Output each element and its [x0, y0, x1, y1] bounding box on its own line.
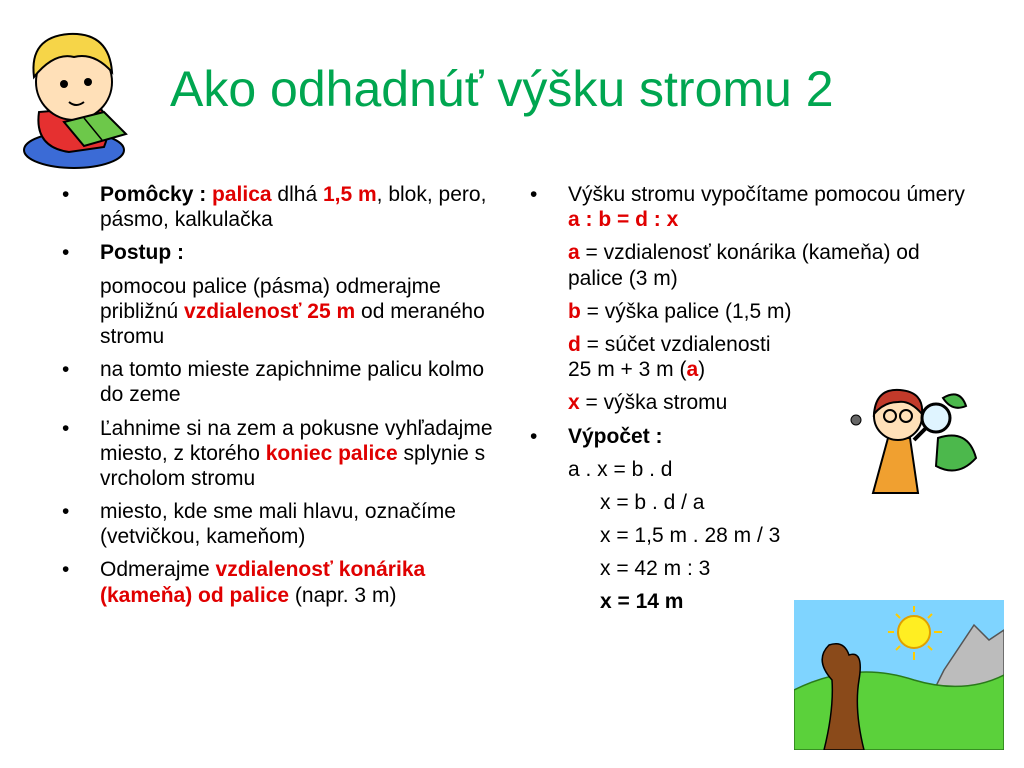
calc-line-2: x = b . d / a — [600, 490, 705, 514]
slide-title: Ako odhadnúť výšku stromu 2 — [170, 61, 834, 117]
calc-line-3: x = 1,5 m . 28 m / 3 — [600, 524, 781, 548]
list-item — [62, 240, 502, 265]
list-item — [62, 357, 502, 407]
step-2-highlight: koniec palice — [265, 441, 398, 465]
ratio-formula: a : b = d : x — [568, 208, 679, 232]
pomocky-dlha: dlhá — [271, 183, 323, 206]
intro-text: Výšku stromu vypočítame pomocou úmery — [568, 183, 965, 206]
vypocet-label: Výpočet : — [568, 424, 663, 448]
bullet: • — [62, 500, 70, 524]
intro — [568, 182, 970, 232]
postup-label: Postup : — [100, 241, 184, 265]
postup-distance: vzdialenosť 25 m — [184, 299, 356, 323]
postup-text — [62, 274, 502, 350]
var-a: a — [568, 241, 580, 265]
step-2 — [100, 416, 502, 492]
list-item — [530, 182, 970, 232]
def-d-text-1: = súčet vzdialenosti — [580, 332, 771, 356]
def-d-close: ) — [698, 358, 706, 382]
bullet: • — [62, 358, 70, 382]
pomocky-palica: palica — [212, 183, 272, 206]
list-item — [62, 499, 502, 549]
bullet: • — [62, 241, 70, 265]
bullet: • — [62, 416, 70, 440]
step-4-a: Odmerajme — [100, 558, 216, 582]
list-item — [62, 557, 502, 607]
def-d — [530, 332, 970, 382]
step-4-b: (napr. 3 m) — [289, 583, 397, 607]
def-b-text: = výška palice (1,5 m) — [580, 299, 792, 323]
calc-line-4: x = 42 m : 3 — [600, 557, 711, 581]
var-d: d — [568, 332, 581, 356]
pomocky-label: Pomôcky : — [100, 183, 213, 206]
step-3: miesto, kde sme mali hlavu, označíme (vetvičkou, kameňom) — [100, 500, 456, 549]
list-item — [62, 182, 502, 232]
pomocky-rest: , blok, pero, pásmo, kalkulačka — [100, 183, 487, 232]
calc-result: x = 14 m — [600, 590, 684, 614]
step-2-b: splynie s vrcholom stromu — [100, 441, 486, 490]
var-x: x — [568, 391, 580, 415]
bullet: • — [530, 183, 538, 206]
postup-text-main: pomocou palice (pásma) odmerajme približnú — [100, 274, 441, 323]
bullet: • — [62, 183, 70, 206]
def-d-text-2: 25 m + 3 m ( — [568, 358, 687, 382]
var-b: b — [568, 299, 581, 323]
item-pomocky — [100, 182, 502, 232]
list-item — [62, 416, 502, 492]
def-b — [530, 299, 970, 324]
pomocky-length: 1,5 m — [322, 183, 377, 206]
postup-tail: od meraného stromu — [100, 299, 485, 348]
def-a-text: = vzdialenosť konárika (kameňa) od palice (3 m) — [568, 241, 920, 290]
explorer-girl-clipart — [848, 378, 978, 498]
left-column — [62, 182, 502, 616]
bullet: • — [62, 558, 70, 582]
def-a — [530, 240, 970, 290]
landscape-clipart — [794, 600, 1004, 750]
step-2-a: Ľahnime si na zem a pokusne vyhľadajme miesto, z ktorého — [100, 416, 493, 465]
def-x-text: = výška stromu — [579, 391, 728, 415]
reading-boy-clipart — [14, 22, 134, 172]
def-d-a: a — [686, 358, 699, 382]
calc-line-1: a . x = b . d — [568, 457, 673, 481]
step-4 — [100, 557, 502, 607]
bullet: • — [530, 424, 538, 448]
step-4-highlight: vzdialenosť konárika (kameňa) od palice — [100, 558, 426, 607]
step-1: na tomto mieste zapichnime palicu kolmo do zeme — [100, 358, 485, 407]
